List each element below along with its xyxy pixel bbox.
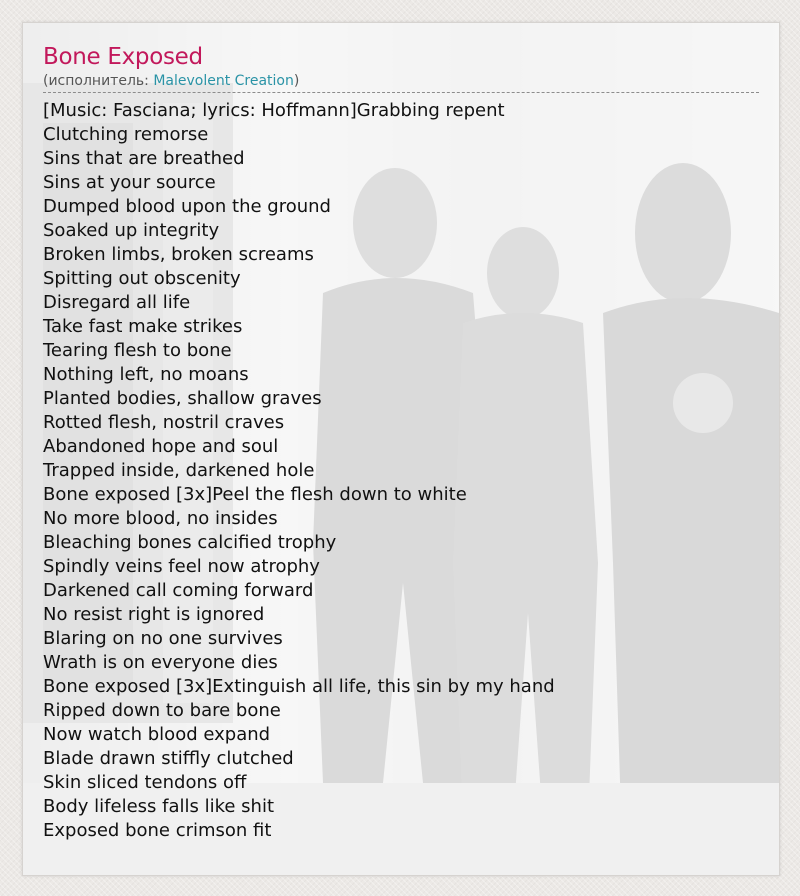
lyric-line: Skin sliced tendons off [43,772,247,793]
lyric-line: Nothing left, no moans [43,364,249,385]
artist-link[interactable]: Malevolent Creation [153,73,294,89]
lyric-line: Bone exposed [3x]Extinguish all life, this sin by my hand [43,676,555,697]
lyrics-text [43,99,759,843]
lyric-line: Tearing flesh to bone [43,340,232,361]
lyric-line: Rotted flesh, nostril craves [43,412,285,433]
lyric-line: Take fast make strikes [43,316,243,337]
lyric-line: Abandoned hope and soul [43,436,279,457]
lyric-line: Blade drawn stiffly clutched [43,748,294,769]
lyric-line: Now watch blood expand [43,724,271,745]
song-title: Bone Exposed [43,44,203,70]
lyric-line: No more blood, no insides [43,508,278,529]
lyric-line: Clutching remorse [43,124,209,145]
lyric-line: Planted bodies, shallow graves [43,388,322,409]
lyric-line: Wrath is on everyone dies [43,652,278,673]
lyric-line: Exposed bone crimson fit [43,820,272,841]
lyric-line: Bone exposed [3x]Peel the flesh down to white [43,484,467,505]
lyric-line: Broken limbs, broken screams [43,244,314,265]
lyric-line: No resist right is ignored [43,604,265,625]
lyric-line: [Music: Fasciana; lyrics: Hoffmann]Grabbing repent [43,100,505,121]
lyric-line: Disregard all life [43,292,191,313]
lyrics-card [22,22,780,876]
lyric-line: Body lifeless falls like shit [43,796,275,817]
lyric-line: Spitting out obscenity [43,268,241,289]
artist-prefix: (исполнитель: [43,73,154,89]
lyric-line: Sins that are breathed [43,148,245,169]
title-divider [43,92,759,93]
lyric-line: Blaring on no one survives [43,628,283,649]
lyric-line: Darkened call coming forward [43,580,314,601]
lyric-line: Spindly veins feel now atrophy [43,556,320,577]
artist-suffix: ) [293,73,300,89]
lyric-line: Trapped inside, darkened hole [43,460,315,481]
lyric-line: Sins at your source [43,172,216,193]
lyric-line: Dumped blood upon the ground [43,196,331,217]
lyric-line: Bleaching bones calcified trophy [43,532,337,553]
lyric-line: Soaked up integrity [43,220,220,241]
lyric-line: Ripped down to bare bone [43,700,281,721]
artist-line [43,72,759,90]
lyrics-content [43,43,759,843]
